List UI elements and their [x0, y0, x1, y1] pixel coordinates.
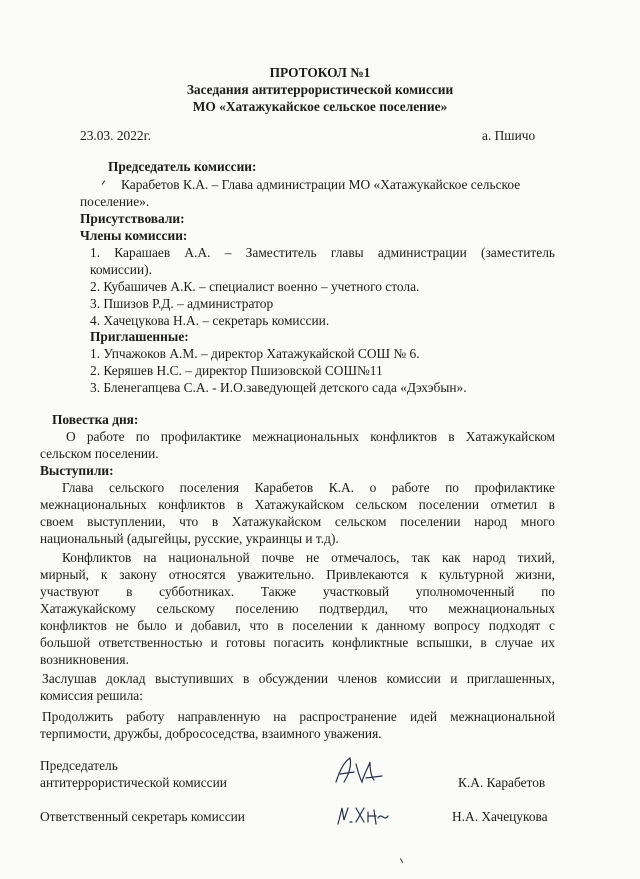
speech-2-line-7: возникновения. [40, 652, 129, 667]
chair-signature-name: К.А. Карабетов [458, 775, 546, 790]
secretary-signature-label: Ответственный секретарь комиссии [40, 809, 245, 824]
invited-3: 3. Бленегапцева С.А. - И.О.заведующей детского сада «Дэхэбын». [90, 380, 467, 395]
chair-handwritten-signature [330, 752, 388, 792]
speech-2-line-3: участвуют в субботниках. Также участковый уполномоченный по [40, 584, 555, 599]
decision-line-2: комиссия решила: [40, 688, 143, 703]
speakers-heading: Выступили: [40, 463, 114, 478]
speech-1-line-2: межнациональных конфликтов в Хатажукайском сельском поселении отметил в [40, 497, 555, 512]
speech-2-line-1: Конфликтов на национальной почве не отмечалось, так как народ тихий, [62, 550, 555, 565]
speech-2-line-4: Хатажукайскому сельскому поселению подтвердил, что межнациональных [40, 601, 555, 616]
speech-2-line-5: конфликтов не было и добавил, что в поселении к данному вопросу подходят с [40, 618, 555, 633]
secretary-signature-name: Н.А. Хачецукова [452, 809, 548, 824]
member-1-line-2: комиссии). [90, 262, 152, 277]
decision-line-4: терпимости, дружбы, добрососедства, взаимного уважения. [40, 726, 382, 741]
meeting-place: а. Пшичо [482, 128, 536, 143]
decision-line-1: Заслушав доклад выступивших в обсуждении членов комиссии и приглашенных, [42, 671, 555, 686]
meeting-date: 23.03. 2022г. [80, 128, 151, 143]
invited-2: 2. Керяшев Н.С. – директор Пшизовской СОШ№11 [90, 363, 383, 378]
chair-line-2: поселение». [80, 194, 150, 209]
member-4: 4. Хачецукова Н.А. – секретарь комиссии. [90, 313, 330, 328]
agenda-heading: Повестка дня: [52, 412, 139, 427]
chair-signature-label-1: Председатель [40, 758, 118, 773]
chair-line-1: Карабетов К.А. – Глава администрации МО «Хатажукайское сельское [121, 177, 521, 192]
present-heading: Присутствовали: [80, 211, 185, 226]
member-1-line-1: 1. Карашаев А.А. – Заместитель главы администрации (заместитель [90, 245, 555, 260]
chair-heading: Председатель комиссии: [108, 159, 257, 174]
secretary-handwritten-signature [334, 800, 390, 830]
speech-2-line-2: мирный, к закону относятся уважительно. Привлекаются к культурной жизни, [40, 567, 555, 582]
agenda-line-2: сельском поселении. [40, 446, 159, 461]
agenda-line-1: О работе по профилактике межнациональных конфликтов в Хатажукайском [66, 429, 555, 444]
document-subtitle-1: Заседания антитеррористической комиссии [186, 82, 454, 97]
chair-signature-label-2: антитеррористической комиссии [40, 775, 227, 790]
speech-2-line-6: большой ответственностью и готовы погасить конфликтные вспышки, в случае их [40, 635, 555, 650]
speech-1-line-3: своем выступлении, что в Хатажукайском сельском поселении народ много [40, 514, 555, 529]
scan-mark [400, 858, 403, 863]
decision-line-3: Продолжить работу направленную на распространение идей межнациональной [42, 709, 555, 724]
scan-mark [102, 180, 106, 185]
members-heading: Члены комиссии: [80, 228, 188, 243]
speech-1-line-4: национальный (адыгейцы, русские, украинцы и т.д). [40, 531, 339, 546]
document-subtitle-2: МО «Хатажукайское сельское поселение» [192, 99, 448, 114]
speech-1-line-1: Глава сельского поселения Карабетов К.А. о работе по профилактике [62, 480, 555, 495]
invited-1: 1. Упчажоков А.М. – директор Хатажукайской СОШ № 6. [90, 346, 420, 361]
member-2: 2. Кубашичев А.К. – специалист военно – учетного стола. [90, 279, 420, 294]
document-title: ПРОТОКОЛ №1 [269, 65, 371, 80]
invited-heading: Приглашенные: [90, 329, 189, 344]
member-3: 3. Пшизов Р.Д. – администратор [90, 296, 274, 311]
